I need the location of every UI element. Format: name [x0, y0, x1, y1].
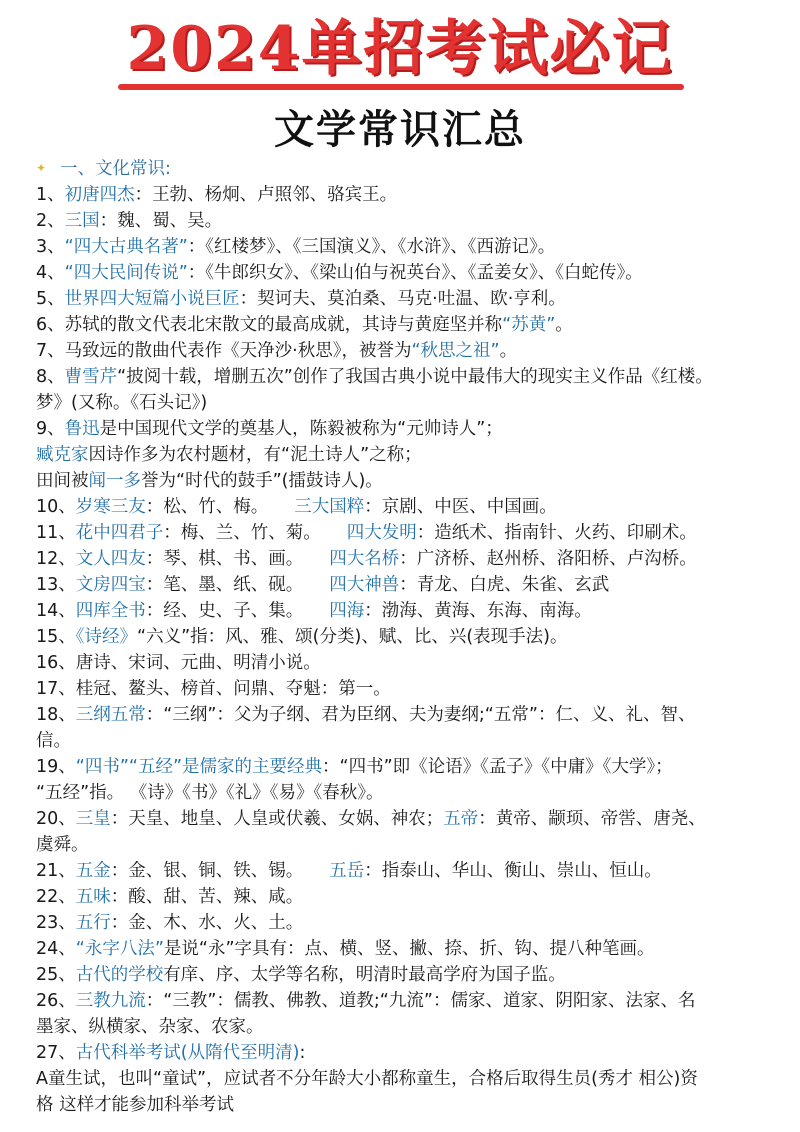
item-keyword: 初唐四杰: [64, 185, 135, 205]
item-text: 田间被: [36, 471, 89, 491]
list-item: [36, 312, 780, 338]
item-text: 是中国现代文学的奠基人，陈毅被称为“元帅诗人”；: [99, 419, 503, 439]
item-text: 信。: [36, 731, 71, 751]
item-text: ：琴、棋、书、画。: [145, 549, 304, 569]
item-text: 是说“永”字具有：点、横、竖、撇、捺、折、钩、提八种笔画。: [163, 939, 655, 959]
item-number: 3、: [36, 237, 65, 257]
item-list: [36, 182, 780, 1118]
item-text: 马致远的散曲代表作《天净沙·秋思》，被誉为: [64, 341, 412, 361]
item-number: 4、: [36, 263, 65, 283]
list-item: [36, 936, 780, 962]
item-keyword: 五金: [75, 861, 111, 881]
list-item: [36, 520, 780, 546]
item-text: ：《红楼梦》、《三国演义》、《水浒》、《西游记》。: [187, 237, 556, 257]
item-keyword: 古代的学校: [75, 965, 164, 985]
item-number: 18、: [36, 705, 76, 725]
list-item: [36, 182, 780, 208]
item-number: 22、: [36, 887, 76, 907]
item-number: 12、: [36, 549, 76, 569]
item-text: 梦》(又称。《石头记》): [36, 393, 208, 413]
list-item: [36, 572, 780, 598]
item-keyword: 鲁迅: [64, 419, 100, 439]
item-keyword: 五味: [75, 887, 111, 907]
item-text: A童生试，也叫“童试”，应试者不分年龄大小都称童生，合格后取得生员(秀才 相公)资: [36, 1069, 698, 1089]
item-keyword: 三教九流: [75, 991, 146, 1011]
item-text: “六义”指：风、雅、颂(分类)、赋、比、兴(表现手法)。: [137, 627, 568, 647]
list-item: [36, 442, 780, 468]
item-keyword: 闻一多: [88, 471, 141, 491]
item-keyword: “秋思之祖”: [411, 341, 500, 361]
item-text: 墨家、纵横家、杂家、农家。: [36, 1017, 264, 1037]
item-text: ：金、木、水、火、土。: [110, 913, 304, 933]
item-text: 桂冠、鳌头、榜首、问鼎、夺魁：第一。: [75, 679, 391, 699]
item-text: ：酸、甜、苦、辣、咸。: [110, 887, 304, 907]
main-title: 2024单招考试必记: [126, 14, 674, 84]
item-text: 格 这样才能参加科举考试: [36, 1095, 235, 1115]
item-number: 24、: [36, 939, 76, 959]
list-item: [36, 754, 780, 780]
item-number: 13、: [36, 575, 76, 595]
item-keyword: 三大国粹: [294, 497, 365, 517]
item-keyword: “四书”“五经”是儒家的主要经典: [75, 757, 323, 777]
section-label: 一、文化常识:: [60, 159, 171, 179]
item-keyword: “永字八法”: [75, 939, 164, 959]
list-item: [36, 598, 780, 624]
item-number: 8、: [36, 367, 65, 387]
content-body: [36, 156, 780, 1118]
item-keyword: 世界四大短篇小说巨匠: [64, 289, 240, 309]
list-item: [36, 988, 780, 1014]
list-item: [36, 338, 780, 364]
item-number: 6、: [36, 315, 65, 335]
list-item: [36, 676, 780, 702]
item-text: ：指泰山、华山、衡山、崇山、恒山。: [364, 861, 662, 881]
item-text: ：京剧、中医、中国画。: [364, 497, 557, 517]
list-item: [36, 390, 780, 416]
item-number: 27、: [36, 1043, 76, 1063]
list-item: [36, 468, 780, 494]
title-underline: [118, 84, 684, 90]
item-text: ：黄帝、颛顼、帝喾、唐尧、: [478, 809, 706, 829]
item-keyword: “四大古典名著”: [64, 237, 188, 257]
list-item: [36, 208, 780, 234]
item-keyword: 曹雪芹: [64, 367, 118, 387]
item-number: 5、: [36, 289, 65, 309]
item-keyword: 五行: [75, 913, 111, 933]
item-keyword: 文房四宝: [75, 575, 146, 595]
item-number: 2、: [36, 211, 65, 231]
list-item: [36, 494, 780, 520]
list-item: [36, 884, 780, 910]
item-number: 23、: [36, 913, 76, 933]
item-text: ：广济桥、赵州桥、洛阳桥、卢沟桥。: [399, 549, 697, 569]
item-text: ：“四书”即《论语》《孟子》《中庸》《大学》；: [322, 757, 673, 777]
list-item: [36, 286, 780, 312]
item-text: 誉为“时代的鼓手”(擂鼓诗人)。: [141, 471, 383, 491]
item-keyword: 《诗经》: [75, 627, 138, 647]
item-number: 9、: [36, 419, 65, 439]
item-number: 16、: [36, 653, 76, 673]
item-keyword: 花中四君子: [75, 523, 164, 543]
list-item: [36, 1066, 780, 1092]
item-keyword: 岁寒三友: [75, 497, 146, 517]
item-keyword: 四大发明: [346, 523, 417, 543]
list-item: [36, 364, 780, 390]
item-text: ：“三纲”：父为子纲、君为臣纲、夫为妻纲;“五常”：仁、义、礼、智、: [145, 705, 696, 725]
item-text: ：造纸术、指南针、火药、印刷术。: [416, 523, 697, 543]
item-text: ：王勃、杨炯、卢照邻、骆宾王。: [134, 185, 398, 205]
item-number: 19、: [36, 757, 76, 777]
list-item: [36, 1092, 780, 1118]
list-item: [36, 1040, 780, 1066]
item-keyword: 古代科举考试(从隋代至明清): [75, 1043, 300, 1063]
item-number: 15、: [36, 627, 76, 647]
item-number: 11、: [36, 523, 76, 543]
item-text: ：笔、墨、纸、砚。: [145, 575, 304, 595]
item-text: ：松、竹、梅。: [145, 497, 269, 517]
list-item: [36, 962, 780, 988]
list-item: [36, 234, 780, 260]
item-text: “五经”指。 《诗》《书》《礼》《易》《春秋》。: [36, 783, 384, 803]
item-keyword: 三国: [64, 211, 100, 231]
item-text: ：“三教”：儒教、佛教、道教;“九流”：儒家、道家、阴阳家、法家、名: [145, 991, 696, 1011]
item-text: ：金、银、铜、铁、锡。: [110, 861, 304, 881]
item-keyword: 四海: [329, 601, 365, 621]
item-number: 1、: [36, 185, 65, 205]
item-text: :: [299, 1043, 306, 1063]
item-keyword: 四大神兽: [329, 575, 400, 595]
item-text: 唐诗、宋词、元曲、明清小说。: [75, 653, 321, 673]
item-text: ：天皇、地皇、人皇或伏羲、女娲、神农；: [110, 809, 444, 829]
list-item: [36, 728, 780, 754]
item-text: ：渤海、黄海、东海、南海。: [364, 601, 592, 621]
section-heading: [36, 156, 780, 182]
page-subtitle: 文学常识汇总: [274, 107, 526, 153]
list-item: [36, 780, 780, 806]
list-item: [36, 910, 780, 936]
item-keyword: 臧克家: [36, 445, 89, 465]
list-item: [36, 260, 780, 286]
item-keyword: 三纲五常: [75, 705, 146, 725]
item-number: 25、: [36, 965, 76, 985]
item-text: ：魏、蜀、吴。: [99, 211, 223, 231]
item-text: ：青龙、白虎、朱雀、玄武: [399, 575, 610, 595]
item-number: 26、: [36, 991, 76, 1011]
item-text: 有庠、序、太学等名称，明清时最高学府为国子监。: [163, 965, 566, 985]
item-number: 17、: [36, 679, 76, 699]
list-item: [36, 624, 780, 650]
item-number: 14、: [36, 601, 76, 621]
item-text: 虞舜。: [36, 835, 89, 855]
item-keyword: 四库全书: [75, 601, 146, 621]
item-keyword: 文人四友: [75, 549, 146, 569]
item-text: 。: [555, 315, 573, 335]
item-keyword: 四大名桥: [329, 549, 400, 569]
list-item: [36, 650, 780, 676]
item-text: ：梅、兰、竹、菊。: [163, 523, 321, 543]
item-text: ：契诃夫、莫泊桑、马克·吐温、欧·亨利。: [239, 289, 566, 309]
star-icon: ✦: [36, 161, 47, 175]
item-keyword: 三皇: [75, 809, 111, 829]
item-number: 21、: [36, 861, 76, 881]
list-item: [36, 806, 780, 832]
item-keyword: “苏黄”: [502, 315, 556, 335]
item-text: 苏轼的散文代表北宋散文的最高成就，其诗与黄庭坚并称: [64, 315, 503, 335]
item-text: “披阅十载，增删五次”创作了我国古典小说中最伟大的现实主义作品《红楼。: [117, 367, 713, 387]
page-header: [0, 0, 800, 153]
list-item: [36, 416, 780, 442]
list-item: [36, 832, 780, 858]
item-number: 10、: [36, 497, 76, 517]
item-keyword: “四大民间传说”: [64, 263, 188, 283]
item-text: 因诗作多为农村题材，有“泥土诗人”之称；: [88, 445, 422, 465]
item-text: ：经、史、子、集。: [145, 601, 304, 621]
list-item: [36, 702, 780, 728]
item-keyword: 五岳: [329, 861, 365, 881]
list-item: [36, 858, 780, 884]
list-item: [36, 546, 780, 572]
item-number: 7、: [36, 341, 65, 361]
item-text: ：《牛郎织女》、《梁山伯与祝英台》、《孟姜女》、《白蛇传》。: [187, 263, 643, 283]
item-number: 20、: [36, 809, 76, 829]
item-keyword: 五帝: [443, 809, 479, 829]
list-item: [36, 1014, 780, 1040]
item-text: 。: [499, 341, 518, 361]
